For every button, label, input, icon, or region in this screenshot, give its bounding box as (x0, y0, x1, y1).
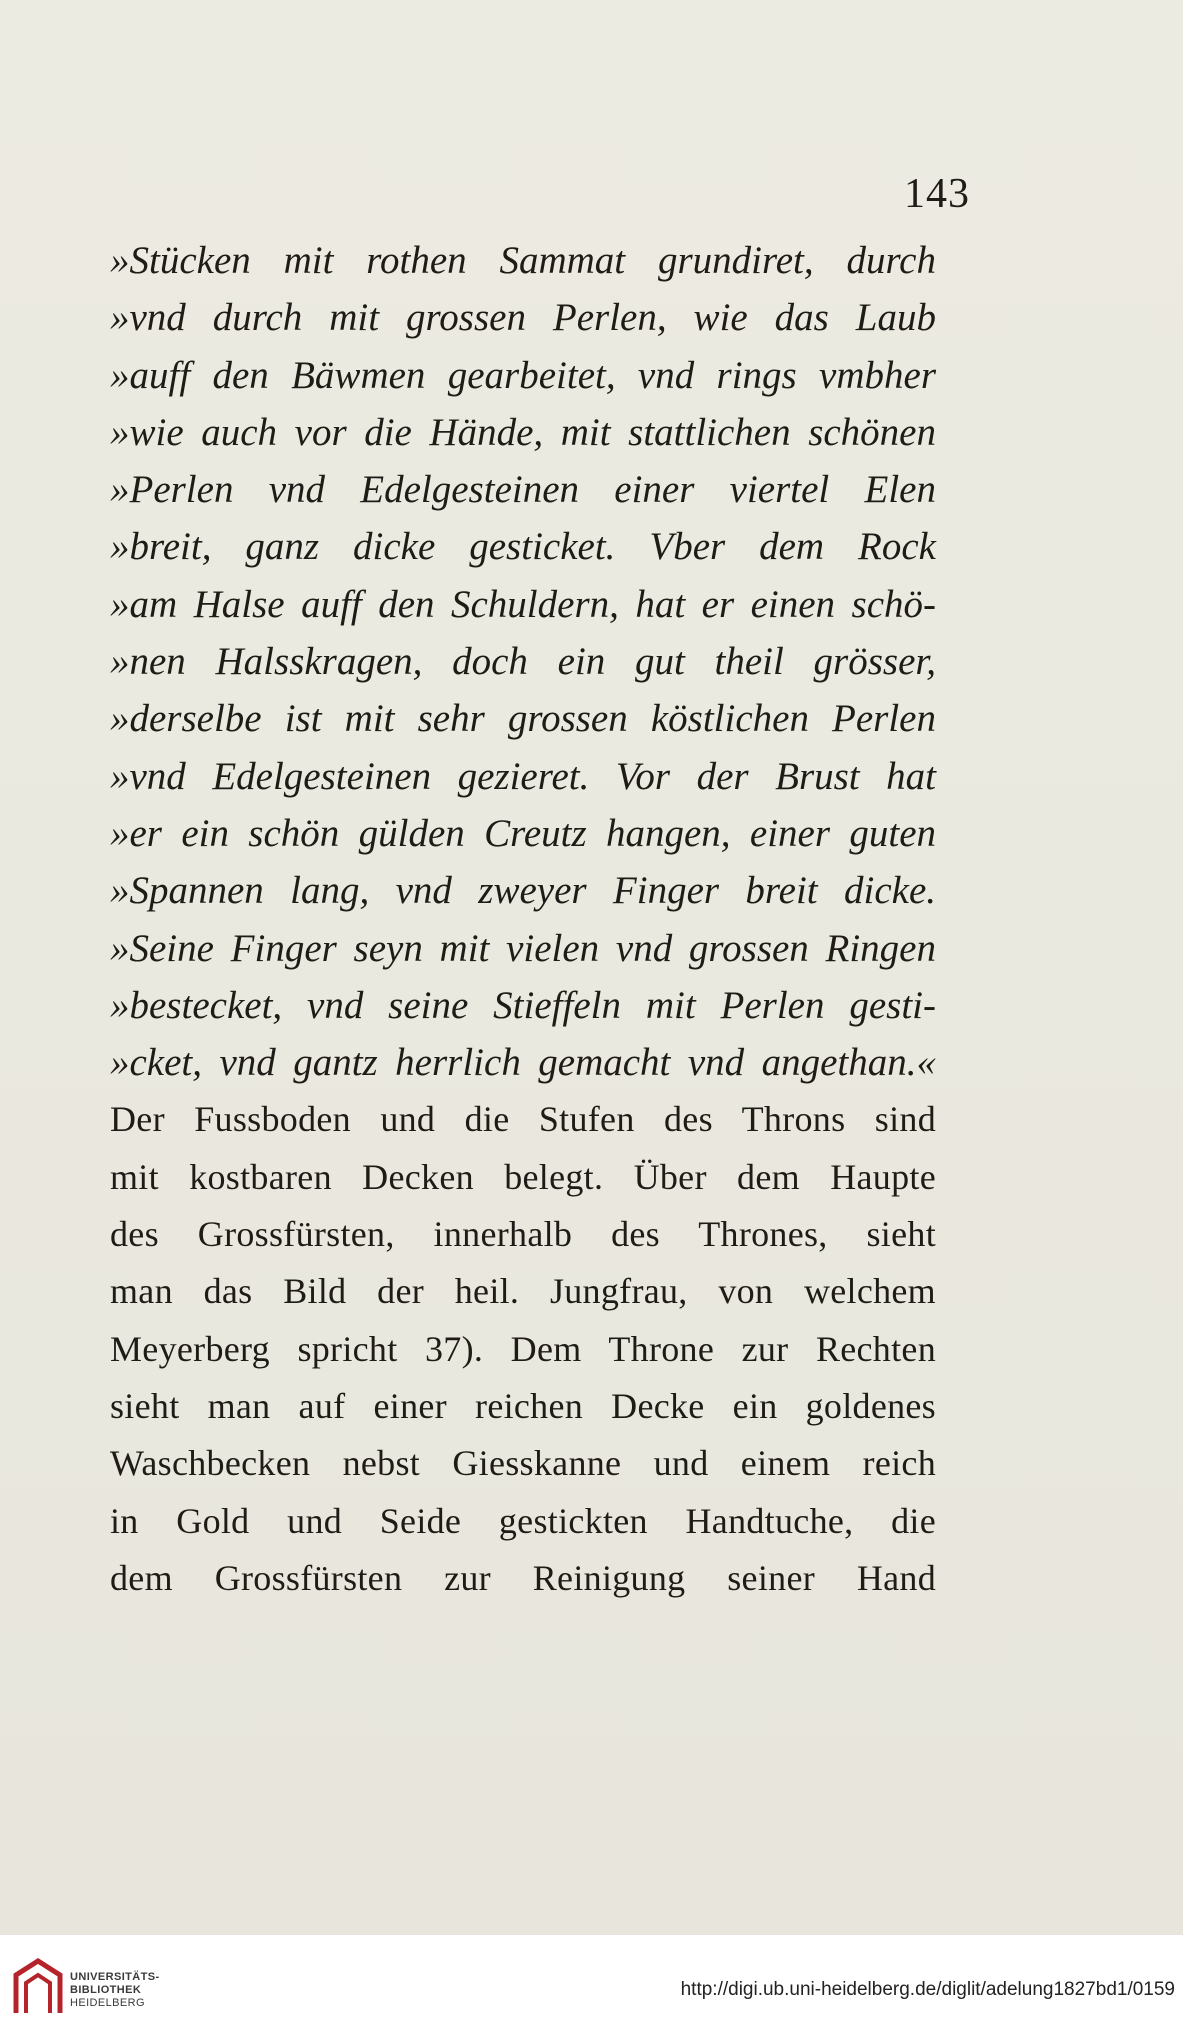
quote-line: »Seine Finger seyn mit vielen vnd grossen Ringen (110, 926, 936, 970)
quote-line: »bestecket, vnd seine Stieffeln mit Perlen gesti- (110, 983, 936, 1027)
permalink-url[interactable]: http://digi.ub.uni-heidelberg.de/diglit/adelung1827bd1/0159 (680, 1979, 1175, 2000)
quote-line: »auff den Bäwmen gearbeitet, vnd rings vmbher (110, 353, 936, 397)
viewer-footer (0, 1935, 1183, 2033)
library-name-line: HEIDELBERG (70, 1997, 145, 2009)
quote-line: »wie auch vor die Hände, mit stattlichen schönen (110, 410, 936, 454)
body-line: Waschbecken nebst Giesskanne und einem reich (110, 1443, 936, 1484)
body-line: sieht man auf einer reichen Decke ein goldenes (110, 1385, 936, 1426)
body-line: des Grossfürsten, innerhalb des Thrones, sieht (110, 1214, 936, 1255)
body-line: Meyerberg spricht 37). Dem Throne zur Rechten (110, 1328, 936, 1369)
quote-line: »breit, ganz dicke gesticket. Vber dem Rock (110, 525, 936, 569)
quote-line: »Spannen lang, vnd zweyer Finger breit dicke. (110, 869, 936, 913)
quote-line: »cket, vnd gantz herrlich gemacht vnd angethan.« (110, 1041, 936, 1085)
quote-line: »derselbe ist mit sehr grossen köstlichen Perlen (110, 697, 936, 741)
university-library-logo-icon (12, 1957, 64, 2015)
library-name-line: UNIVERSITÄTS- (70, 1971, 160, 1983)
body-line: in Gold und Seide gestickten Handtuche, die (110, 1500, 936, 1541)
quote-line: »nen Halsskragen, doch ein gut theil grösser, (110, 640, 936, 684)
body-line: Der Fussboden und die Stufen des Throns sind (110, 1099, 936, 1140)
library-name-line: BIBLIOTHEK (70, 1984, 142, 1996)
quote-line: »er ein schön gülden Creutz hangen, einer guten (110, 811, 936, 855)
body-line: dem Grossfürsten zur Reinigung seiner Hand (110, 1557, 936, 1598)
body-line: man das Bild der heil. Jungfrau, von welchem (110, 1271, 936, 1312)
quote-line: »Stücken mit rothen Sammat grundiret, durch (110, 239, 936, 282)
quote-line: »Perlen vnd Edelgesteinen einer viertel Elen (110, 468, 936, 512)
page-text (110, 232, 936, 1607)
page-number: 143 (904, 171, 970, 217)
library-name (70, 1971, 160, 2010)
quote-line: »vnd Edelgesteinen gezieret. Vor der Brust hat (110, 754, 936, 798)
quote-line: »vnd durch mit grossen Perlen, wie das Laub (110, 296, 936, 340)
body-line: mit kostbaren Decken belegt. Über dem Haupte (110, 1156, 936, 1197)
quote-line: »am Halse auff den Schuldern, hat er einen schö- (110, 582, 936, 626)
